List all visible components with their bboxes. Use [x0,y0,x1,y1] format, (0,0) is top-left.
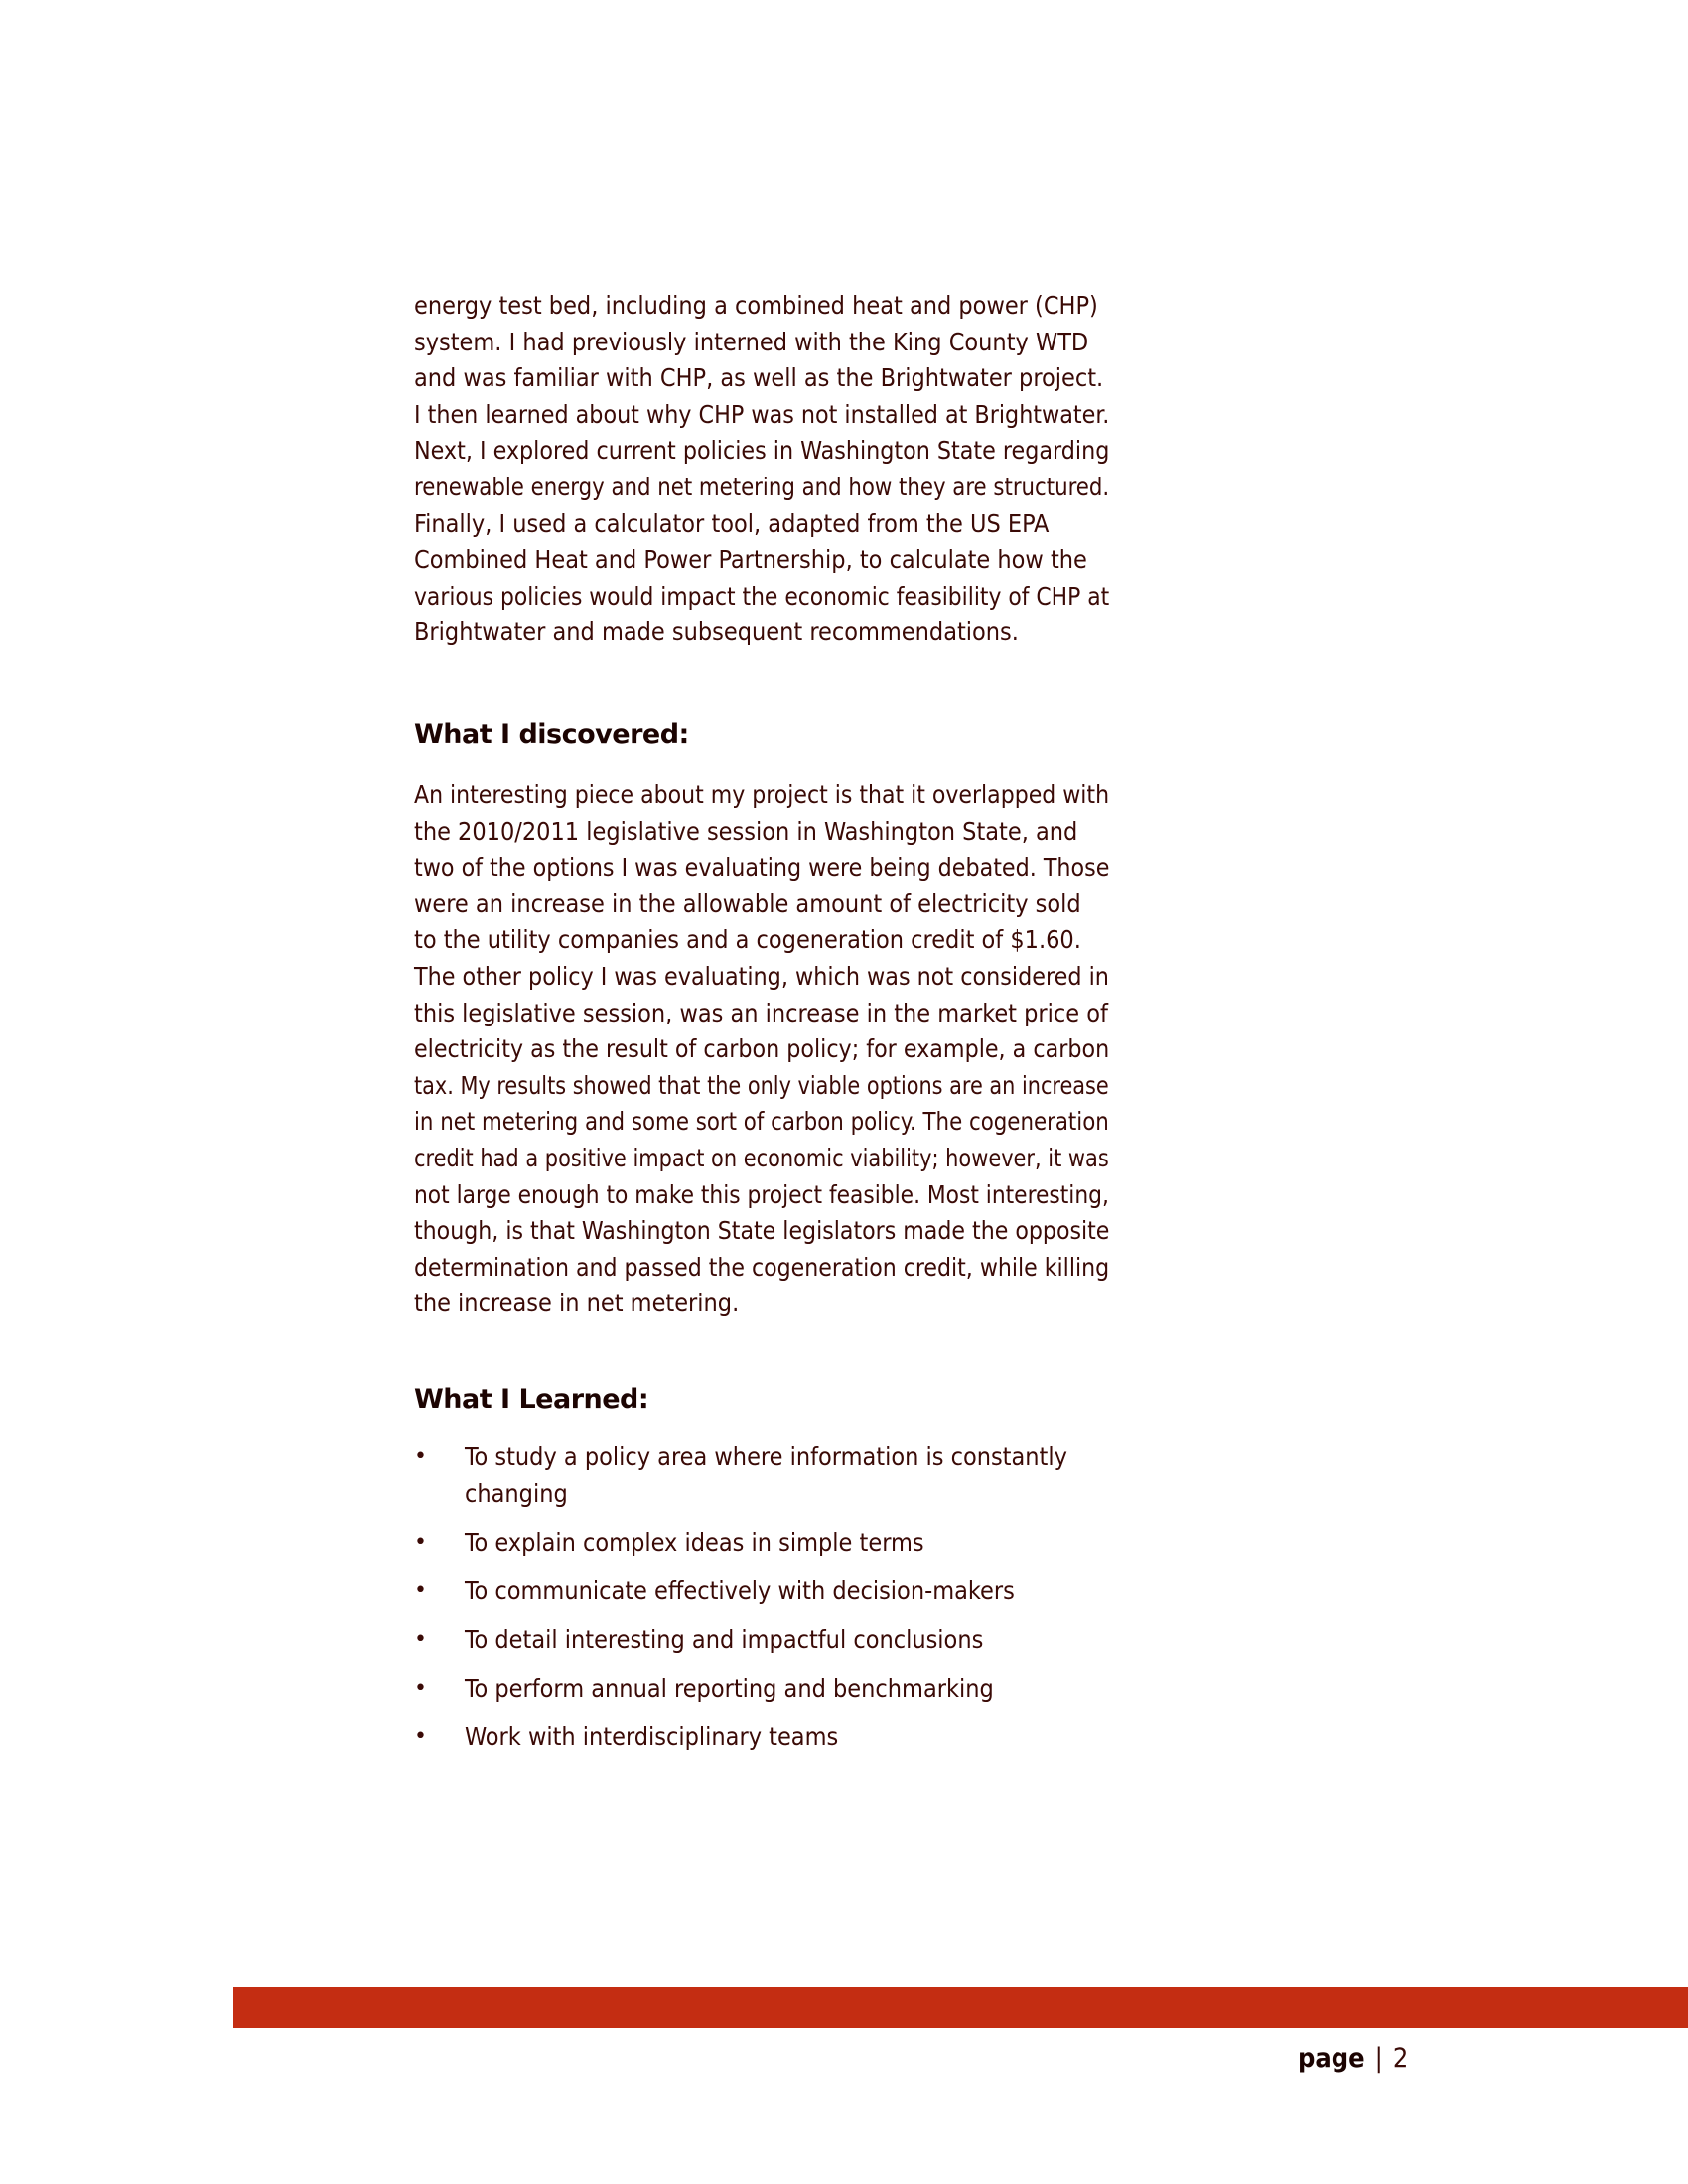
text-line: though, is that Washington State legislators made the opposite [414,1216,1110,1246]
list-item-text: Work with interdisciplinary teams [465,1722,839,1752]
page-number-value: 2 [1392,2043,1409,2074]
text-line: two of the options I was evaluating were being debated. Those [414,853,1110,883]
intro-paragraph [414,288,1109,651]
footer-accent-bar [233,1987,1688,2028]
text-line: renewable energy and net metering and how they are structured. [414,472,1110,501]
page-separator: | [1374,2043,1383,2074]
bullet-icon: • [414,1529,427,1555]
bullet-icon: • [414,1626,427,1652]
heading-what-i-discovered: What I discovered: [414,719,689,750]
list-item-text: To explain complex ideas in simple terms [465,1527,924,1557]
list-item [414,1671,1109,1707]
discovered-paragraph [414,777,1109,1322]
text-line: in net metering and some sort of carbon policy. The cogeneration [414,1107,1109,1137]
text-line: determination and passed the cogeneration credit, while killing [414,1252,1110,1282]
bullet-icon: • [414,1444,427,1469]
page-label: page [1298,2043,1365,2074]
text-line: energy test bed, including a combined heat and power (CHP) [414,291,1098,320]
bullet-icon: • [414,1724,427,1750]
list-item-text: changing [465,1478,568,1508]
list-item [414,1525,1109,1562]
learned-list [414,1439,1109,1768]
text-line: system. I had previously interned with the King County WTD [414,327,1089,356]
text-line: this legislative session, was an increase in the market price of [414,998,1108,1027]
list-item [414,1622,1109,1659]
list-item [414,1719,1109,1756]
heading-what-i-learned: What I Learned: [414,1384,649,1415]
text-line: the 2010/2011 legislative session in Washington State, and [414,816,1078,846]
text-line: and was familiar with CHP, as well as the Brightwater project. [414,363,1104,393]
page-number [1298,2043,1408,2074]
text-line: credit had a positive impact on economic viability; however, it was [414,1143,1109,1172]
text-line: tax. My results showed that the only viable options are an increase [414,1070,1109,1100]
list-item [414,1573,1109,1610]
text-line: various policies would impact the economic feasibility of CHP at [414,581,1110,611]
text-line: Combined Heat and Power Partnership, to calculate how the [414,545,1087,575]
text-line: not large enough to make this project feasible. Most interesting, [414,1179,1109,1209]
bullet-icon: • [414,1577,427,1603]
list-item-text: To detail interesting and impactful conclusions [465,1624,984,1654]
list-item-text: To perform annual reporting and benchmarking [465,1673,994,1703]
text-line: the increase in net metering. [414,1289,740,1318]
text-line: The other policy I was evaluating, which was not considered in [414,961,1109,991]
text-line: electricity as the result of carbon policy; for example, a carbon [414,1034,1110,1064]
list-item-text: To communicate effectively with decision-makers [465,1575,1015,1605]
list-item [414,1439,1109,1512]
text-line: were an increase in the allowable amount of electricity sold [414,888,1081,918]
text-line: Finally, I used a calculator tool, adapted from the US EPA [414,508,1050,538]
text-line: I then learned about why CHP was not installed at Brightwater. [414,399,1110,429]
text-line: Next, I explored current policies in Washington State regarding [414,436,1110,466]
text-line: Brightwater and made subsequent recommendations. [414,617,1019,647]
text-line: An interesting piece about my project is that it overlapped with [414,780,1110,809]
list-item-text: To study a policy area where information is constantly [465,1442,1067,1471]
bullet-icon: • [414,1675,427,1701]
text-line: to the utility companies and a cogeneration credit of $1.60. [414,925,1081,955]
